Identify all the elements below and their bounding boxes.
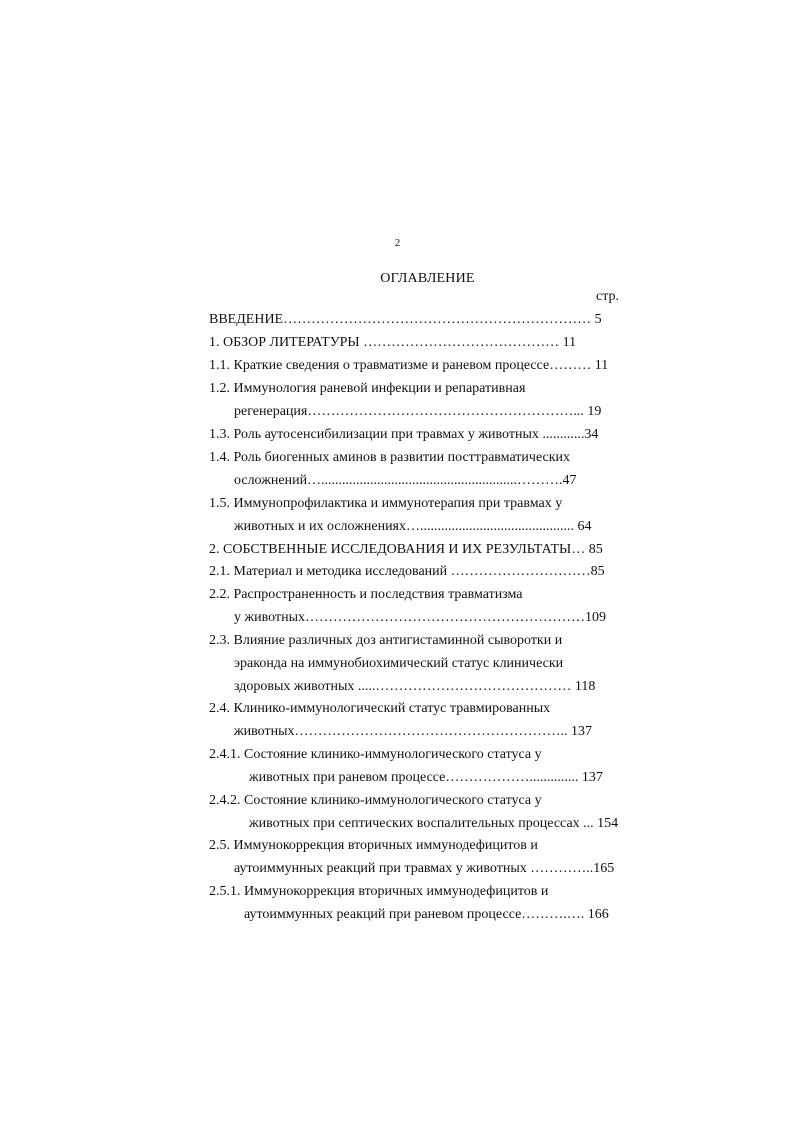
toc-entry-2-4-1: 2.4.1. Состояние клинико-иммунологического статуса у xyxy=(209,747,542,762)
toc-entry-1-2: 1.2. Иммунология раневой инфекции и репаративная xyxy=(209,381,526,396)
toc-entry-2-4-1-cont: животных при раневом процессе……………….............. 137 xyxy=(249,770,603,785)
toc-entry-2-5-1: 2.5.1. Иммунокоррекция вторичных иммунодефицитов и xyxy=(209,884,549,899)
page-column-label: стр. xyxy=(596,289,620,304)
toc-entry-2-1: 2.1. Материал и методика исследований …………………………85 xyxy=(209,563,609,581)
toc-entry-2-3-cont-2: здоровых животных .....…………………………………… 118 xyxy=(234,679,596,694)
toc-entry-1-4: 1.4. Роль биогенных аминов в развитии посттравматических xyxy=(209,450,571,465)
toc-entry-2: 2. СОБСТВЕННЫЕ ИССЛЕДОВАНИЯ И ИХ РЕЗУЛЬТАТЫ… 85 xyxy=(209,541,607,559)
toc-entry-1-4-cont: осложнений…........................................................……….47 xyxy=(234,473,577,488)
toc-entry-2-5-cont: аутоиммунных реакций при травмах у животных …………..165 xyxy=(234,861,615,876)
toc-entry-1-3: 1.3. Роль аутосенсибилизации при травмах у животных ............34 xyxy=(209,427,599,442)
toc-entry-2-4: 2.4. Клинико-иммунологический статус травмированных xyxy=(209,701,551,716)
toc-entry-2-5: 2.5. Иммунокоррекция вторичных иммунодефицитов и xyxy=(209,838,538,853)
toc-entry-2-4-cont: животных………………………………………………….. 137 xyxy=(234,724,593,739)
toc-entry-1-5: 1.5. Иммунопрофилактика и иммунотерапия при травмах у xyxy=(209,496,563,511)
toc-entry-1-1: 1.1. Краткие сведения о травматизме и раневом процессе……… 11 xyxy=(209,358,609,373)
page-number: 2 xyxy=(394,237,401,249)
toc-entry-2-3: 2.3. Влияние различных доз антигистаминной сыворотки и xyxy=(209,633,563,648)
toc-entry-2-2-cont: у животных……………………………………………………109 xyxy=(234,610,607,625)
toc-entry-1-2-cont: регенерация…………………………………………………... 19 xyxy=(234,404,602,419)
toc-entry-2-5-1-cont: аутоиммунных реакций при раневом процессе……….…. 166 xyxy=(244,907,609,922)
toc-entry-1: 1. ОБЗОР ЛИТЕРАТУРЫ …………………………………… 11 xyxy=(209,334,580,352)
toc-entry-2-4-2: 2.4.2. Состояние клинико-иммунологического статуса у xyxy=(209,793,542,808)
toc-entry-introduction: ВВЕДЕНИЕ………………………………………………………… 5 xyxy=(209,311,606,329)
toc-entry-2-3-cont: эраконда на иммунобиохимический статус клинически xyxy=(234,656,564,671)
toc-title: ОГЛАВЛЕНИЕ xyxy=(380,271,475,286)
toc-entry-2-4-2-cont: животных при септических воспалительных процессах ... 154 xyxy=(249,816,619,831)
toc-entry-2-2: 2.2. Распространенность и последствия травматизма xyxy=(209,587,523,602)
toc-entry-1-5-cont: животных и их осложнениях…............................................ 64 xyxy=(234,519,592,534)
